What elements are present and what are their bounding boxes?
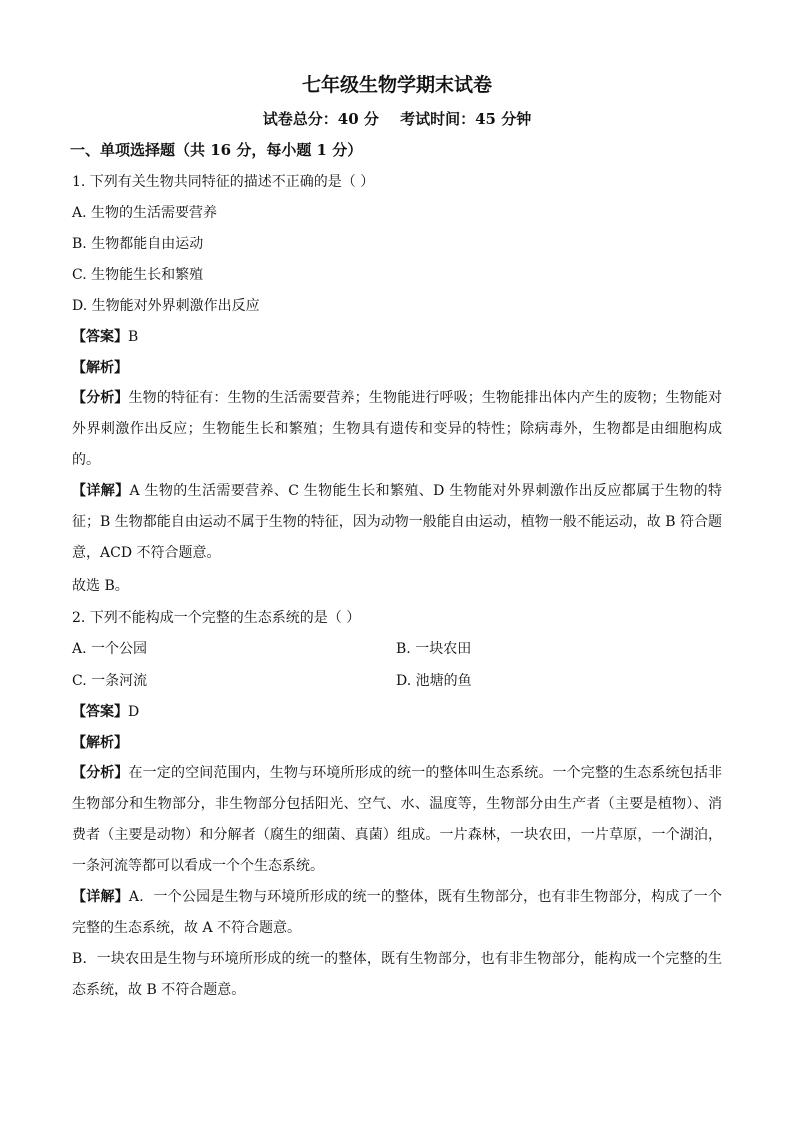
fenxi-tag: 【分析】 xyxy=(72,765,129,781)
xiangjie-text: A 生物的生活需要营养、C 生物能生长和繁殖、D 生物能对外界刺激作出反应都属于生物的特征；B 生物都能自由运动不属于生物的特征，因为动物一般能自由运动，植物一般不能运动，故 B 符合题意，ACD 不符合题意。 xyxy=(72,483,722,561)
q2-option-c: C. 一条河流 xyxy=(72,673,148,689)
q2-option-b-explanation: B．一块农田是生物与环境所形成的统一的整体，既有生物部分，也有非生物部分，能构成一个完整的生态系统，故 B 不符合题意。 xyxy=(72,951,722,998)
q2-option-d: D. 池塘的鱼 xyxy=(396,673,472,689)
answer-tag: 【答案】 xyxy=(72,704,128,720)
xiangjie-text: A．一个公园是生物与环境所形成的统一的整体，既有生物部分，也有非生物部分，构成了一个完整的生态系统，故 A 不符合题意。 xyxy=(72,889,723,936)
q1-xiangjie xyxy=(72,476,722,569)
exam-time: 考试时间：45 分钟 xyxy=(400,110,532,128)
q1-option-b: B. 生物都能自由运动 xyxy=(72,236,204,252)
xiangjie-tag: 【详解】 xyxy=(72,483,130,499)
q1-conclusion: 故选 B。 xyxy=(72,578,129,594)
q1-answer xyxy=(72,327,722,347)
q1-fenxi xyxy=(72,383,722,476)
answer-tag: 【答案】 xyxy=(72,329,128,345)
exam-info xyxy=(0,108,794,129)
xiangjie-tag: 【详解】 xyxy=(72,889,129,905)
page-title: 七年级生物学期末试卷 xyxy=(301,74,492,96)
q2-option-b: B. 一块农田 xyxy=(396,641,472,657)
q2-fenxi xyxy=(72,758,722,882)
q2-answer xyxy=(72,702,722,722)
question-1-stem: 1. 下列有关生物共同特征的描述不正确的是（ ） xyxy=(72,174,375,190)
q1-option-c: C. 生物能生长和繁殖 xyxy=(72,267,204,283)
q2-analysis-tag: 【解析】 xyxy=(72,735,128,751)
q2-option-a: A. 一个公园 xyxy=(72,641,148,657)
q1-analysis-tag: 【解析】 xyxy=(72,360,128,376)
answer-value: B xyxy=(128,329,139,345)
fenxi-text: 在一定的空间范围内，生物与环境所形成的统一的整体叫生态系统。一个完整的生态系统包括非生物部分和生物部分，非生物部分包括阳光、空气、水、温度等，生物部分由生产者（主要是植物）、消费者（主要是动物）和分解者（腐生的细菌、真菌）组成。一片森林，一块农田，一片草原，一个湖泊，一条河流等都可以看成一个个生态系统。 xyxy=(72,765,723,874)
fenxi-text: 生物的特征有：生物的生活需要营养；生物能进行呼吸；生物能排出体内产生的废物；生物能对外界刺激作出反应；生物能生长和繁殖；生物具有遗传和变异的特性；除病毒外，生物都是由细胞构成的。 xyxy=(72,390,723,468)
q1-option-d: D. 生物能对外界刺激作出反应 xyxy=(72,298,260,314)
question-2-stem: 2. 下列不能构成一个完整的生态系统的是（ ） xyxy=(72,610,361,626)
fenxi-tag: 【分析】 xyxy=(72,390,129,406)
q2-xiangjie xyxy=(72,882,722,944)
answer-value: D xyxy=(128,704,140,720)
section-heading: 一、单项选择题（共 16 分，每小题 1 分） xyxy=(70,141,363,159)
q1-option-a: A. 生物的生活需要营养 xyxy=(72,205,218,221)
total-score: 试卷总分：40 分 xyxy=(262,110,379,128)
